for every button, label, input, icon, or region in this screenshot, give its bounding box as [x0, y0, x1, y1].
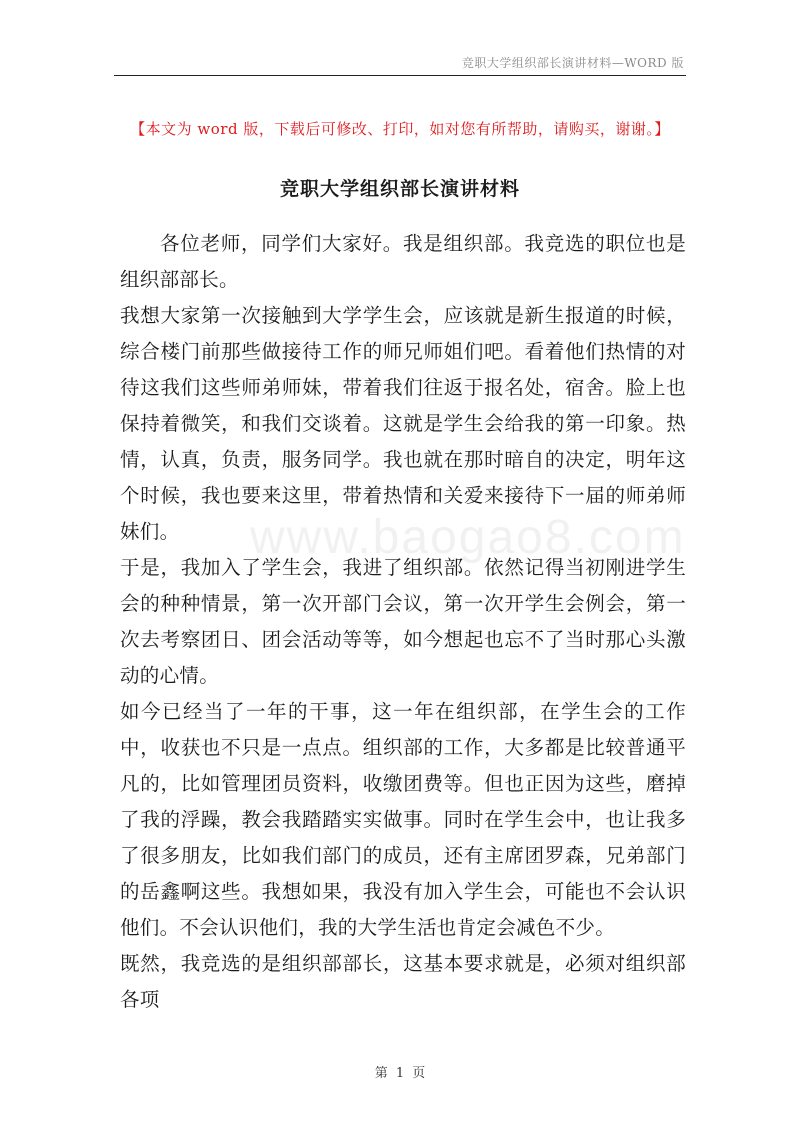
paragraph: 于是，我加入了学生会，我进了组织部。依然记得当初刚进学生会的种种情景，第一次开部门会议，第一次开学生会例会，第一次去考察团日、团会活动等等，如今想起也忘不了当时那心头激动的心情。 — [120, 556, 686, 687]
watermark: www.baogao8.com — [250, 511, 686, 564]
page-label-suffix: 页 — [412, 1066, 426, 1081]
page-number: 1 — [395, 1066, 405, 1081]
paragraph: 如今已经当了一年的干事，这一年在组织部，在学生会的工作中，收获也不只是一点点。组织部的工作，大多都是比较普通平凡的，比如管理团员资料，收缴团费等。但也正因为这些，磨掉了我的浮躁，教会我踏踏实实做事。同时在学生会中，也让我多了很多朋友，比如我们部门的成员，还有主席团罗森，兄弟部门的岳鑫啊这些。我想如果，我没有加入学生会，可能也不会认识他们。不会认识他们，我的大学生活也肯定会减色不少。 — [120, 700, 686, 939]
page-footer — [0, 1062, 800, 1081]
paragraph: 各位老师，同学们大家好。我是组织部。我竞选的职位也是组织部部长。 — [120, 232, 686, 291]
page-label-prefix: 第 — [374, 1066, 388, 1081]
download-notice: 【本文为 word 版，下载后可修改、打印，如对您有所帮助，请购买，谢谢。】 — [130, 120, 670, 138]
running-header: 竞职大学组织部长演讲材料—WORD 版 — [461, 56, 684, 70]
header-divider — [114, 75, 686, 76]
paragraph: 我想大家第一次接触到大学学生会，应该就是新生报道的时候，综合楼门前那些做接待工作的师兄师姐们吧。看着他们热情的对待这我们这些师弟师妹，带着我们往返于报名处，宿舍。脸上也保持着微笑，和我们交谈着。这就是学生会给我的第一印象。热情，认真，负责，服务同学。我也就在那时暗自的决定，明年这个时候，我也要来这里，带着热情和关爱来接待下一届的师弟师妹们。 — [120, 304, 686, 543]
paragraph: 既然，我竞选的是组织部部长，这基本要求就是，必须对组织部各项 — [120, 952, 686, 1011]
document-body — [120, 226, 686, 1018]
document-title: 竞职大学组织部长演讲材料 — [279, 178, 520, 200]
